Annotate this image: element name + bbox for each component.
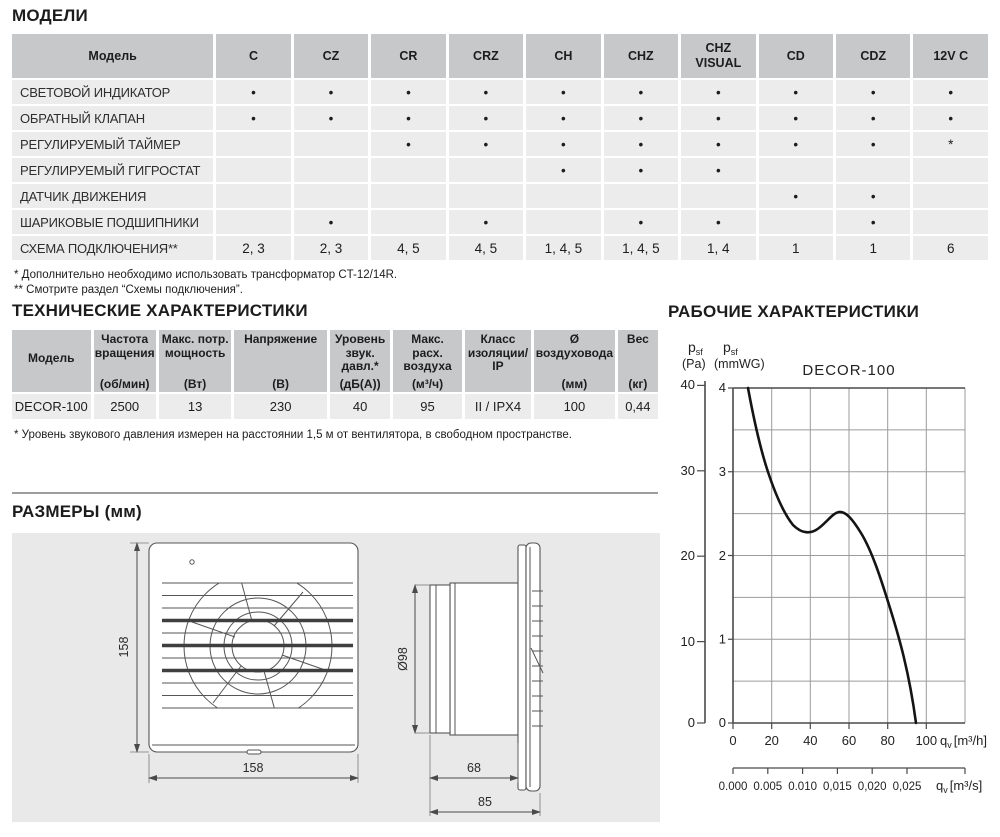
feature-cell: • <box>759 106 833 130</box>
feature-cell: • <box>604 158 678 182</box>
feature-cell: • <box>681 80 755 104</box>
dim-duct-depth: 68 <box>467 761 481 775</box>
feature-cell <box>836 158 910 182</box>
models-col-header: 12V C <box>913 34 988 78</box>
feature-cell: 1, 4 <box>681 236 755 260</box>
feature-label: ДАТЧИК ДВИЖЕНИЯ <box>12 184 213 208</box>
table-row <box>12 394 658 419</box>
tech-col-name: Модель <box>28 351 75 366</box>
tech-cell: 0,44 <box>618 394 658 419</box>
tech-col-header <box>94 330 156 392</box>
svg-text:100: 100 <box>915 733 938 748</box>
tech-col-unit: (дБ(А)) <box>339 377 381 391</box>
tech-col-header <box>330 330 390 392</box>
models-section <box>12 6 994 297</box>
feature-cell: • <box>836 80 910 104</box>
tech-col-name: Ø воздуховода <box>535 332 614 360</box>
x-axis-primary-label: $q_v$ [m³/h] <box>940 733 987 750</box>
tech-col-name: Макс. расх. воздуха <box>403 332 452 373</box>
feature-cell: • <box>759 184 833 208</box>
svg-text:40: 40 <box>680 377 695 392</box>
feature-label: РЕГУЛИРУЕМЫЙ ГИГРОСТАТ <box>12 158 213 182</box>
feature-cell: • <box>604 106 678 130</box>
feature-cell: • <box>759 132 833 156</box>
pa-axis-unit: (Pa) <box>682 357 706 371</box>
feature-cell: * <box>913 132 988 156</box>
x-axis-secondary <box>719 768 983 795</box>
svg-text:2: 2 <box>718 548 726 563</box>
feature-cell: 6 <box>913 236 988 260</box>
feature-cell: • <box>449 106 523 130</box>
models-col-header: CH <box>526 34 600 78</box>
section-title-models: МОДЕЛИ <box>12 6 88 25</box>
feature-cell: • <box>836 106 910 130</box>
feature-cell <box>371 158 445 182</box>
svg-text:1: 1 <box>718 631 726 647</box>
feature-label: ШАРИКОВЫЕ ПОДШИПНИКИ <box>12 210 213 234</box>
feature-cell: 4, 5 <box>371 236 445 260</box>
feature-cell: • <box>681 210 755 234</box>
mmwg-axis-symbol: $p_{sf}$ <box>723 339 738 357</box>
models-footnote-2: ** Смотрите раздел “Схемы подключения”. <box>14 283 243 296</box>
section-title-performance: РАБОЧИЕ ХАРАКТЕРИСТИКИ <box>668 302 920 321</box>
tech-cell: 100 <box>534 394 615 419</box>
tech-col-header <box>465 330 531 392</box>
svg-text:0.000: 0.000 <box>718 781 748 793</box>
models-footnote-1: * Дополнительно необходимо использовать трансформатор CT-12/14R. <box>14 269 398 281</box>
table-row <box>12 158 988 182</box>
svg-text:0: 0 <box>718 715 726 730</box>
feature-cell <box>526 184 600 208</box>
feature-cell <box>294 184 368 208</box>
models-col-header: CHZ <box>604 34 678 78</box>
tech-cell: 13 <box>159 394 231 419</box>
tech-header-row <box>12 330 658 392</box>
x-axis-primary <box>729 723 987 750</box>
section-title-dimensions: РАЗМЕРЫ (мм) <box>12 502 142 521</box>
svg-text:0: 0 <box>729 733 737 748</box>
feature-cell <box>449 158 523 182</box>
feature-cell: • <box>604 210 678 234</box>
feature-cell <box>294 158 368 182</box>
performance-chart <box>668 330 1000 808</box>
feature-cell <box>216 184 290 208</box>
svg-text:0,020: 0,020 <box>857 781 887 793</box>
feature-cell: • <box>526 106 600 130</box>
svg-text:20: 20 <box>680 548 695 563</box>
feature-cell: • <box>681 106 755 130</box>
svg-text:0,015: 0,015 <box>823 781 852 793</box>
feature-cell <box>913 210 988 234</box>
feature-cell: • <box>371 80 445 104</box>
feature-cell: 1 <box>759 236 833 260</box>
tech-col-unit: (В) <box>272 377 289 391</box>
performance-section <box>668 302 1000 808</box>
feature-cell: • <box>836 210 910 234</box>
feature-cell: 2, 3 <box>294 236 368 260</box>
tech-table <box>9 328 661 421</box>
chart-grid <box>733 388 965 723</box>
table-row <box>12 132 988 156</box>
pa-axis-symbol: $p_{sf}$ <box>688 339 703 357</box>
svg-text:4: 4 <box>718 380 726 395</box>
tech-col-header <box>159 330 231 392</box>
tech-col-unit: (Вт) <box>183 377 207 391</box>
svg-text:20: 20 <box>764 733 779 748</box>
svg-text:0.005: 0.005 <box>753 781 783 793</box>
models-col-header: CR <box>371 34 445 78</box>
tech-cell: 2500 <box>94 394 156 419</box>
feature-cell: 1 <box>836 236 910 260</box>
feature-label: СВЕТОВОЙ ИНДИКАТОР <box>12 80 213 104</box>
svg-text:30: 30 <box>680 463 695 478</box>
feature-label: РЕГУЛИРУЕМЫЙ ТАЙМЕР <box>12 132 213 156</box>
table-row <box>12 80 988 104</box>
fan-technical-drawing <box>12 533 660 822</box>
tech-col-name: Уровень звук. давл.* <box>335 332 386 373</box>
tech-col-header <box>234 330 327 392</box>
feature-cell <box>294 132 368 156</box>
tech-col-name: Частота вращения <box>94 332 155 360</box>
feature-cell: • <box>604 80 678 104</box>
feature-cell: • <box>526 80 600 104</box>
feature-cell <box>216 158 290 182</box>
feature-cell <box>526 210 600 234</box>
feature-cell: • <box>604 132 678 156</box>
feature-cell <box>371 210 445 234</box>
feature-cell: • <box>371 106 445 130</box>
svg-text:0.010: 0.010 <box>788 781 817 793</box>
svg-text:80: 80 <box>880 733 895 748</box>
feature-cell: • <box>913 106 988 130</box>
feature-cell: • <box>526 132 600 156</box>
mmwg-axis-unit: (mmWG) <box>714 357 765 371</box>
tech-col-name: Макс. потр. мощность <box>161 332 229 360</box>
feature-cell: • <box>759 80 833 104</box>
feature-cell: 2, 3 <box>216 236 290 260</box>
feature-cell: • <box>449 132 523 156</box>
tech-footnote: * Уровень звукового давления измерен на расстоянии 1,5 м от вентилятора, в свободном пространстве. <box>14 429 572 441</box>
table-row <box>12 210 988 234</box>
feature-cell: • <box>449 210 523 234</box>
section-divider <box>12 492 658 494</box>
tech-section <box>12 301 664 443</box>
models-col-header: C <box>216 34 290 78</box>
feature-cell: • <box>913 80 988 104</box>
feature-cell <box>681 184 755 208</box>
feature-cell: • <box>681 132 755 156</box>
x-axis-secondary-label: $q_v$ [m³/s] <box>936 778 983 795</box>
fan-side-view <box>430 543 543 791</box>
models-col-header: CZ <box>294 34 368 78</box>
svg-text:60: 60 <box>841 733 857 748</box>
dimensions-section <box>12 502 660 822</box>
feature-cell: • <box>216 80 290 104</box>
models-table <box>9 32 991 262</box>
feature-cell <box>604 184 678 208</box>
dim-duct-diameter: Ø98 <box>396 647 410 671</box>
models-col-header: CRZ <box>449 34 523 78</box>
feature-cell: • <box>216 106 290 130</box>
feature-cell <box>371 184 445 208</box>
section-title-tech: ТЕХНИЧЕСКИЕ ХАРАКТЕРИСТИКИ <box>12 301 308 320</box>
models-col-header: CDZ <box>836 34 910 78</box>
tech-cell: 230 <box>234 394 327 419</box>
tech-col-header <box>393 330 461 392</box>
tech-col-name: Вес <box>626 332 649 346</box>
dim-front-height: 158 <box>117 636 131 658</box>
dim-total-depth: 85 <box>478 795 492 809</box>
feature-label: СХЕМА ПОДКЛЮЧЕНИЯ** <box>12 236 213 260</box>
feature-cell: • <box>294 210 368 234</box>
svg-text:40: 40 <box>803 733 818 748</box>
svg-text:0: 0 <box>687 715 695 730</box>
tech-cell-model: DECOR-100 <box>12 394 91 419</box>
feature-cell: • <box>836 184 910 208</box>
tech-col-unit: (м³/ч) <box>411 377 444 391</box>
table-row <box>12 236 988 260</box>
chart-title: DECOR-100 <box>802 362 896 379</box>
feature-cell: 4, 5 <box>449 236 523 260</box>
tech-col-header <box>618 330 658 392</box>
feature-cell: • <box>371 132 445 156</box>
feature-cell: • <box>294 80 368 104</box>
models-col-header: CHZ VISUAL <box>681 34 755 78</box>
fan-front-view <box>149 543 358 754</box>
feature-cell: • <box>681 158 755 182</box>
feature-cell <box>216 210 290 234</box>
models-col-header-model: Модель <box>12 34 213 78</box>
feature-label: ОБРАТНЫЙ КЛАПАН <box>12 106 213 130</box>
table-row <box>12 184 988 208</box>
tech-col-unit: (об/мин) <box>99 377 150 391</box>
feature-cell: • <box>526 158 600 182</box>
tech-col-header <box>534 330 615 392</box>
feature-cell: • <box>836 132 910 156</box>
tech-col-name: Класс изоляции/ IP <box>467 332 529 373</box>
tech-cell: 40 <box>330 394 390 419</box>
tech-col-unit: (мм) <box>561 377 588 391</box>
tech-col-unit: (кг) <box>628 377 648 391</box>
feature-cell <box>216 132 290 156</box>
tech-col-header <box>12 330 91 392</box>
tech-col-name: Напряжение <box>244 332 318 346</box>
feature-cell: • <box>449 80 523 104</box>
models-col-header: CD <box>759 34 833 78</box>
dim-front-width: 158 <box>242 761 264 775</box>
feature-cell <box>913 158 988 182</box>
feature-cell <box>449 184 523 208</box>
feature-cell <box>759 158 833 182</box>
feature-cell <box>913 184 988 208</box>
feature-cell: 1, 4, 5 <box>604 236 678 260</box>
feature-cell: • <box>294 106 368 130</box>
table-row <box>12 106 988 130</box>
svg-text:10: 10 <box>680 634 695 649</box>
models-header-row <box>12 34 988 78</box>
feature-cell <box>759 210 833 234</box>
feature-cell: 1, 4, 5 <box>526 236 600 260</box>
tech-cell: II / IPX4 <box>465 394 531 419</box>
svg-text:0,025: 0,025 <box>892 781 922 793</box>
dimensions-drawing <box>12 533 660 822</box>
pa-axis <box>681 377 705 730</box>
svg-text:3: 3 <box>718 464 726 479</box>
tech-cell: 95 <box>393 394 461 419</box>
